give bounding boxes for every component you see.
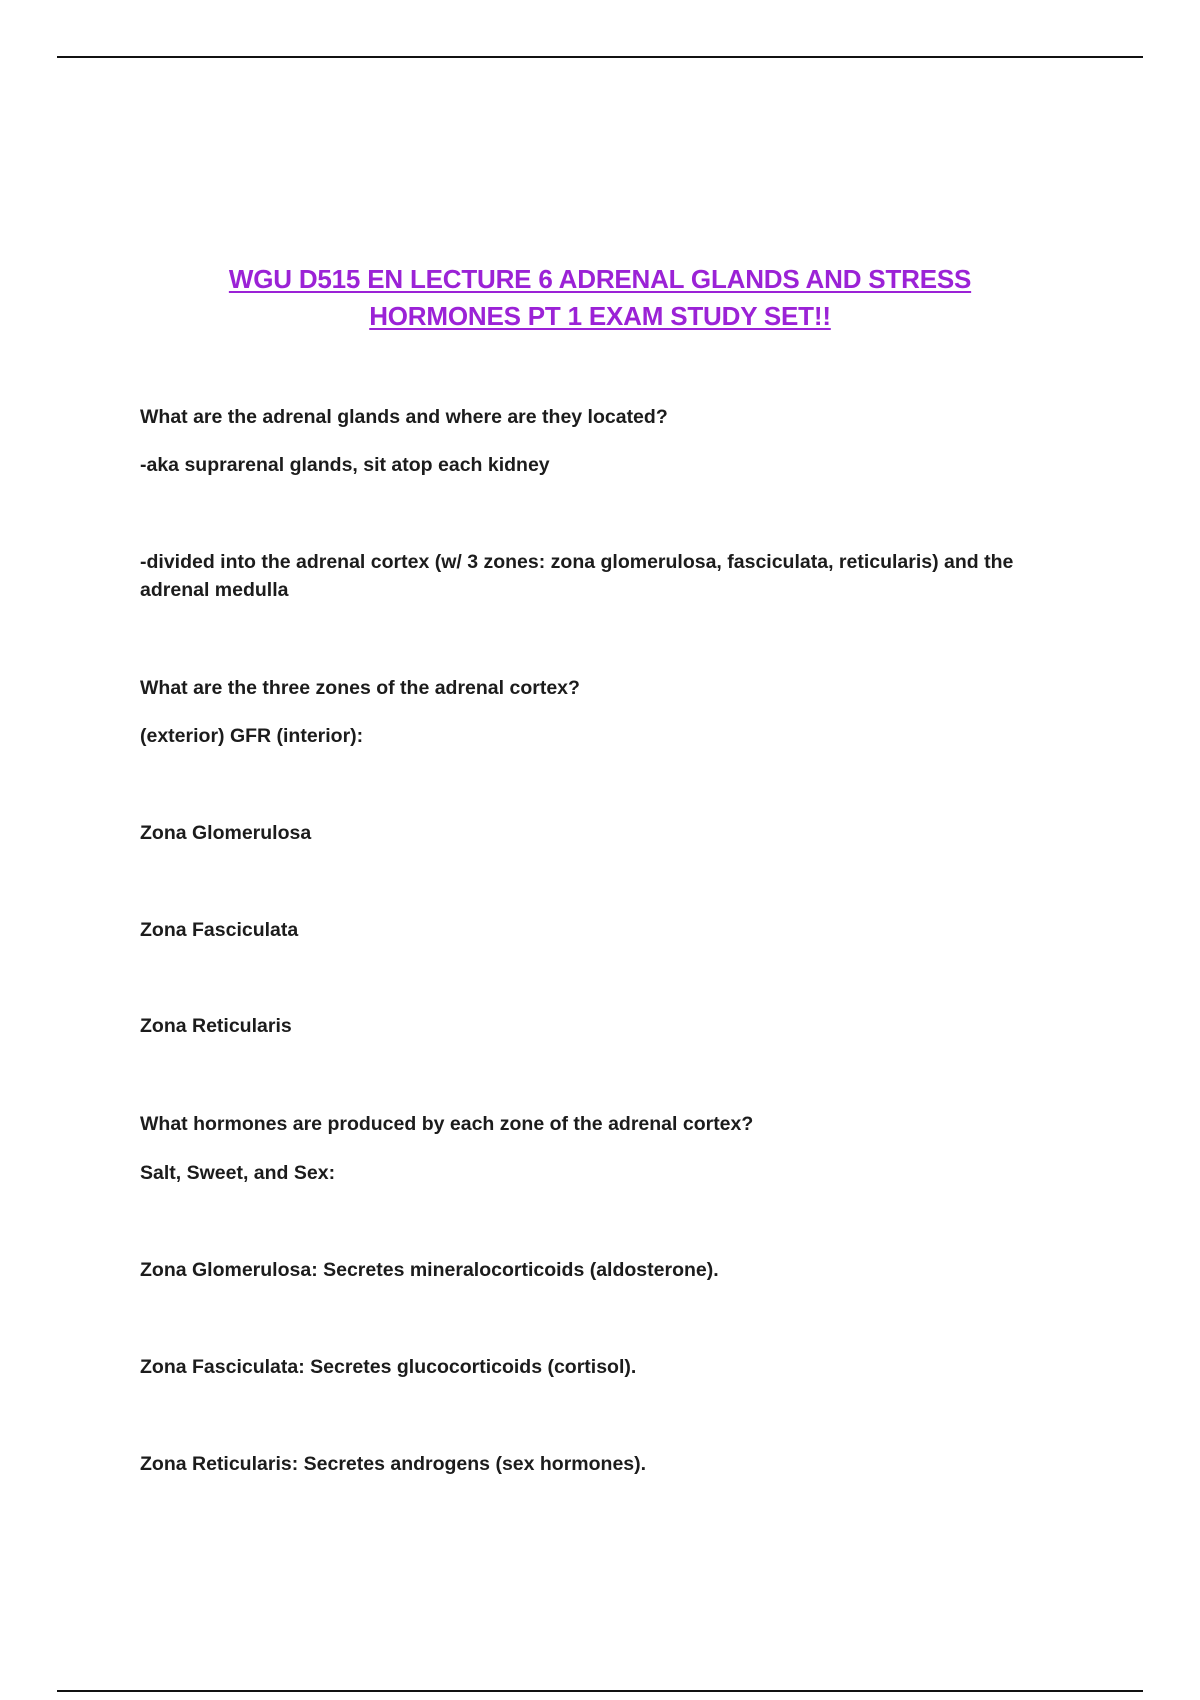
answer-3-line-2: Zona Glomerulosa: Secretes mineralocorticoids (aldosterone). — [140, 1259, 719, 1281]
answer-1-line-2: -divided into the adrenal cortex (w/ 3 zones: zona glomerulosa, fasciculata, reticularis) and the adrenal medulla — [140, 551, 1014, 601]
question-2: What are the three zones of the adrenal cortex? — [140, 677, 580, 699]
title-line-1: WGU D515 EN LECTURE 6 ADRENAL GLANDS AND STRESS — [228, 264, 972, 294]
question-3: What hormones are produced by each zone of the adrenal cortex? — [140, 1113, 754, 1135]
answer-3-line-1: Salt, Sweet, and Sex: — [140, 1162, 336, 1184]
answer-2-line-4: Zona Reticularis — [140, 1015, 292, 1037]
answer-3-line-3: Zona Fasciculata: Secretes glucocorticoids (cortisol). — [140, 1356, 637, 1378]
answer-2-line-1: (exterior) GFR (interior): — [140, 725, 364, 747]
answer-3-line-4: Zona Reticularis: Secretes androgens (sex hormones). — [140, 1453, 647, 1475]
top-divider — [57, 56, 1143, 58]
answer-2-line-2: Zona Glomerulosa — [140, 822, 312, 844]
question-1: What are the adrenal glands and where are they located? — [140, 406, 668, 428]
bottom-divider — [57, 1690, 1143, 1692]
answer-2-line-3: Zona Fasciculata — [140, 919, 299, 941]
answer-1-line-1: -aka suprarenal glands, sit atop each kidney — [140, 454, 550, 476]
document-title — [0, 261, 1200, 335]
title-line-2: HORMONES PT 1 EXAM STUDY SET!! — [369, 301, 831, 331]
